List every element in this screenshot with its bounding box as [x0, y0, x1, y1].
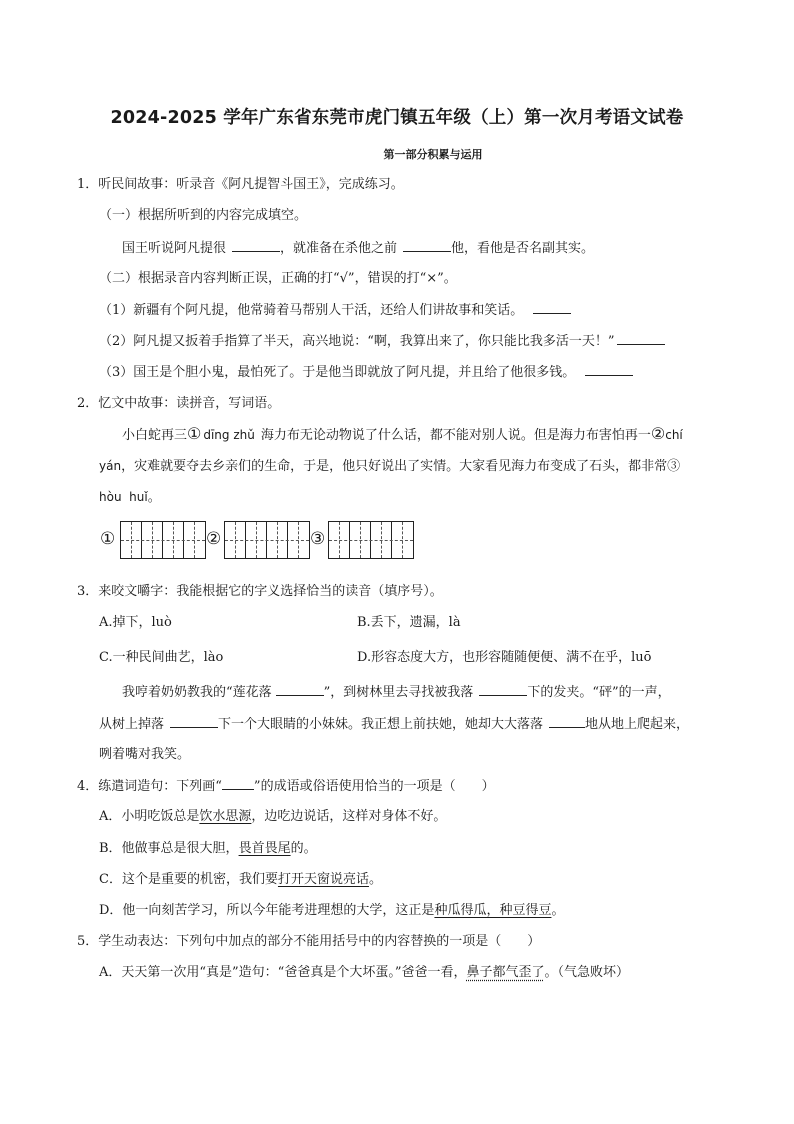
q4-stem: [77, 777, 495, 796]
page-title: 2024-2025 学年广东省东莞市虎门镇五年级（上）第一次月考语文试卷: [110, 108, 684, 128]
q2-stem: 2．忆文中故事：读拼音，写词语。: [77, 396, 281, 411]
q2-answer-grid-2[interactable]: [224, 521, 310, 559]
q3-passage-line-2: [99, 715, 689, 734]
q1-item-1-text: （1）新疆有个阿凡提，他常骑着马帮别人干活，还给人们讲故事和笑话。: [99, 303, 524, 318]
q1-fill-text-a: 国王听说阿凡提很: [122, 241, 227, 256]
q1-fill-text-b: ，就准备在杀他之前: [280, 241, 398, 256]
q2-answer-grid-3[interactable]: [328, 521, 414, 559]
q3-option-a: A.掉下，luò: [99, 615, 172, 630]
q1-fill-sentence: [122, 239, 594, 258]
q3-blank-4[interactable]: [549, 715, 585, 728]
q1-item-2-text: （2）阿凡提又扳着手指算了半天，高兴地说：“啊，我算出来了，你只能比我多活一天！”: [99, 334, 615, 349]
q2-pinyin-3: hòu huǐ: [99, 490, 148, 504]
q1-fill-text-c: 他，看他是否名副其实。: [451, 241, 595, 256]
q4-c-post: 。: [368, 872, 382, 887]
q2-passage-line-1: [122, 425, 683, 445]
q2-grid-label-2: ②: [206, 529, 222, 549]
q2-answer-grid-1[interactable]: [120, 521, 206, 559]
q2-pinyin-2a: chí: [665, 428, 683, 442]
q4-stem-a: 4．练遣词造句：下列画“: [77, 779, 222, 794]
q4-c-pre: C．这个是重要的机密，我们要: [99, 872, 278, 887]
q4-option-a: [99, 808, 446, 826]
q2-pinyin-1: dīng zhǔ: [203, 428, 255, 442]
q5-a-pre: A．天天第一次用“真是”造句：“爸爸真是个大坏蛋。”爸爸一看，: [99, 965, 467, 980]
q2-grid-label-1: ①: [100, 529, 116, 549]
q4-b-post: 的。: [290, 841, 317, 856]
q2-circle-1: ①: [187, 424, 202, 443]
q3-passage-line-1: [122, 683, 671, 702]
q5-a-dotted-phrase: 鼻子都气歪了: [466, 965, 545, 980]
q1-stem: 1．听民间故事：听录音《阿凡提智斗国王》，完成练习。: [77, 177, 404, 192]
q2-grid-label-3: ③: [310, 529, 326, 549]
q3-stem: 3．来咬文嚼字：我能根据它的字义选择恰当的读音（填序号）。: [77, 584, 443, 599]
q2-text-1a: 小白蛇再三: [122, 428, 188, 443]
q2-text-2b: ，灾难就要夺去乡亲们的生命，于是，他只好说出了实情。大家看见海力布变成了石头，都非常③: [121, 459, 681, 474]
q4-a-post: ，边吃边说话，这样对身体不好。: [251, 809, 447, 824]
q4-stem-b: ”的成语或俗语使用恰当的一项是（ ）: [253, 779, 495, 794]
q5-a-post: 。（气急败坏）: [544, 965, 630, 980]
q3-blank-2[interactable]: [479, 683, 527, 696]
q3-passage-line-3: 咧着嘴对我笑。: [99, 747, 191, 762]
q2-passage-line-3: [99, 488, 161, 507]
q3-option-c: C.一种民间曲艺，lào: [99, 650, 224, 665]
q5-stem: 5．学生动表达：下列句中加点的部分不能用括号中的内容替换的一项是（ ）: [77, 934, 541, 949]
q3-text-1b: ”，到树林里去寻找被我落: [323, 685, 474, 700]
q2-answer-grids: [100, 517, 620, 565]
q2-text-1b: 海力布无论动物说了什么话，都不能对别人说。但是海力布害怕再一: [260, 428, 651, 443]
q2-passage-line-2: [99, 457, 680, 476]
q1-part1-label: （一）根据所听到的内容完成填空。: [99, 208, 308, 223]
q4-option-d: [99, 902, 564, 920]
q4-d-post: 。: [551, 903, 565, 918]
q4-d-idiom: 种瓜得瓜，种豆得豆: [434, 903, 552, 918]
q3-blank-1[interactable]: [276, 683, 324, 696]
q2-circle-2: ②: [650, 424, 666, 443]
q3-option-d: D.形容态度大方，也形容随随便便、满不在乎，luō: [357, 650, 652, 665]
q5-option-a: [99, 964, 629, 982]
q1-item-3: [99, 363, 633, 382]
q4-d-pre: D．他一向刻苦学习，所以今年能考进理想的大学，这正是: [99, 903, 435, 918]
q2-text-3b: 。: [147, 490, 161, 505]
q3-text-1c: 下的发夹。“砰”的一声，: [527, 685, 671, 700]
q1-item-3-text: （3）国王是个胆小鬼，最怕死了。于是他当即就放了阿凡提，并且给了他很多钱。: [99, 365, 576, 380]
q4-c-idiom: 打开天窗说亮话: [277, 872, 369, 887]
q4-option-c: [99, 871, 382, 889]
q4-b-pre: B．他做事总是很大胆，: [99, 841, 239, 856]
q3-text-2a: 从树上掉落: [99, 717, 165, 732]
q1-item-1-answer[interactable]: [533, 301, 571, 314]
q1-blank-2[interactable]: [403, 239, 451, 252]
q1-item-3-answer[interactable]: [585, 363, 633, 376]
q1-item-2: [99, 332, 665, 351]
q3-text-2c: 地从地上爬起来，: [585, 717, 690, 732]
q3-text-1a: 我哼着奶奶教我的“莲花落: [122, 685, 272, 700]
q3-option-b: B.丢下，遗漏，là: [357, 615, 461, 630]
q2-pinyin-2b: yán: [99, 459, 122, 473]
q4-option-b: [99, 840, 317, 858]
section-title: 第一部分积累与运用: [383, 148, 483, 161]
q3-blank-3[interactable]: [170, 715, 218, 728]
q3-text-2b: 下一个大眼睛的小妹妹。我正想上前扶她，她却大大落落: [218, 717, 544, 732]
q4-a-pre: A．小明吃饭总是: [99, 809, 200, 824]
q4-b-idiom: 畏首畏尾: [238, 841, 291, 856]
q1-item-1: [99, 301, 571, 320]
q1-item-2-answer[interactable]: [617, 332, 665, 345]
q4-stem-underline: [222, 777, 254, 790]
q4-a-idiom: 饮水思源: [199, 809, 252, 824]
q1-part2-label: （二）根据录音内容判断正误，正确的打“√”，错误的打“×”。: [99, 271, 457, 286]
q1-blank-1[interactable]: [232, 239, 280, 252]
